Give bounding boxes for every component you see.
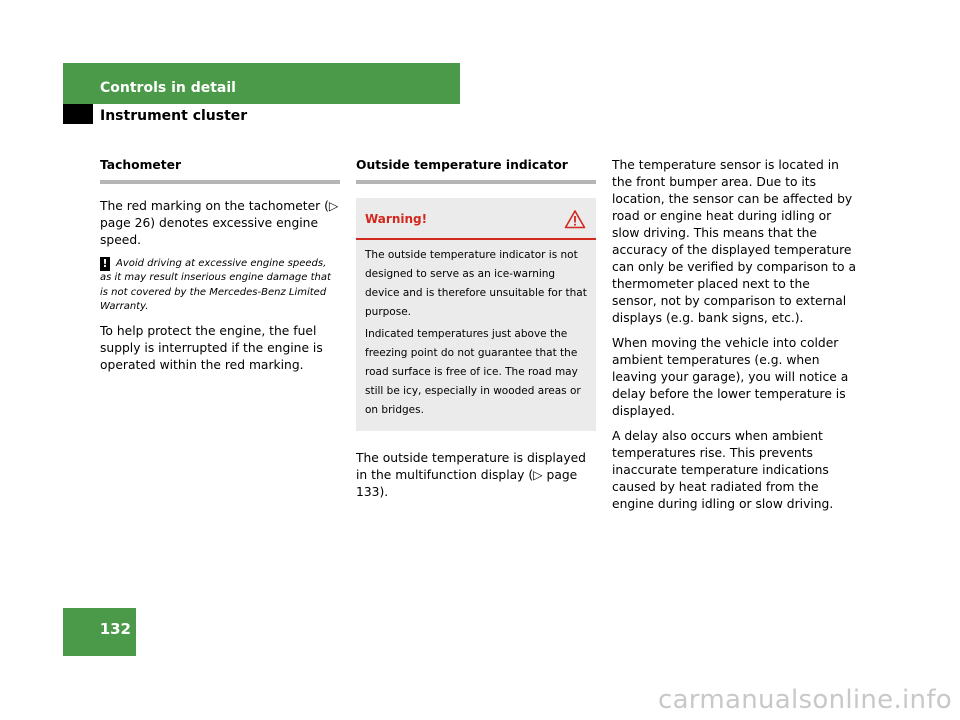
column-sensor-info: [612, 157, 857, 521]
page-number: 132: [99, 620, 131, 638]
section-title: Controls in detail: [100, 80, 236, 96]
warning-title: Warning!: [365, 211, 428, 226]
display-paragraph: The outside temperature is displayed in the multifunction display (▷ page 133).: [356, 451, 586, 499]
exclamation-icon: !: [100, 257, 110, 271]
subsection-title: Instrument cluster: [100, 108, 248, 124]
tachometer-paragraph: The red marking on the tachometer (▷ page 26) denotes excessive engine speed.: [100, 199, 339, 247]
heading-tachometer: Tachometer: [100, 157, 340, 184]
warning-text-2: Indicated temperatures just above the freezing point do not guarantee that the road surface is free of ice. The road may still be icy, especially in wooded areas or on bridges.: [365, 328, 581, 416]
warning-header: [356, 198, 596, 240]
delay-warmer-paragraph: A delay also occurs when ambient temperatures rise. This prevents inaccurate temperature indications caused by heat radiated from the engine during idling or slow driving.: [612, 429, 834, 511]
warning-body: [356, 240, 596, 431]
column-outside-temperature: [356, 157, 596, 509]
caution-note: [100, 257, 340, 314]
sensor-paragraph: The temperature sensor is located in the front bumper area. Due to its location, the sensor can be affected by road or engine heat during idling or slow driving. This means that the accuracy of the displayed temperature can only be verified by comparison to a thermometer placed next to the sensor, not by comparison to external displays (e.g. bank signs, etc.).: [612, 158, 857, 325]
delay-colder-paragraph: When moving the vehicle into colder ambient temperatures (e.g. when leaving your garage), you will notice a delay before the lower temperature is displayed.: [612, 336, 849, 418]
column-tachometer: [100, 157, 340, 382]
warning-box: [356, 198, 596, 431]
warning-text-1: The outside temperature indicator is not designed to serve as an ice-warning device and is therefore unsuitable for that purpose.: [365, 249, 587, 318]
heading-outside-temperature: Outside temperature indicator: [356, 157, 596, 184]
corner-marker: [63, 104, 93, 124]
fuel-supply-paragraph: To help protect the engine, the fuel supply is interrupted if the engine is operated within the red marking.: [100, 324, 323, 373]
watermark: carmanualsonline.info: [657, 685, 952, 715]
caution-note-text: Avoid driving at excessive engine speeds, as it may result inserious engine damage that is not covered by the Mercedes-Benz Limited Warranty.: [100, 258, 331, 312]
warning-triangle-icon: [564, 209, 586, 229]
